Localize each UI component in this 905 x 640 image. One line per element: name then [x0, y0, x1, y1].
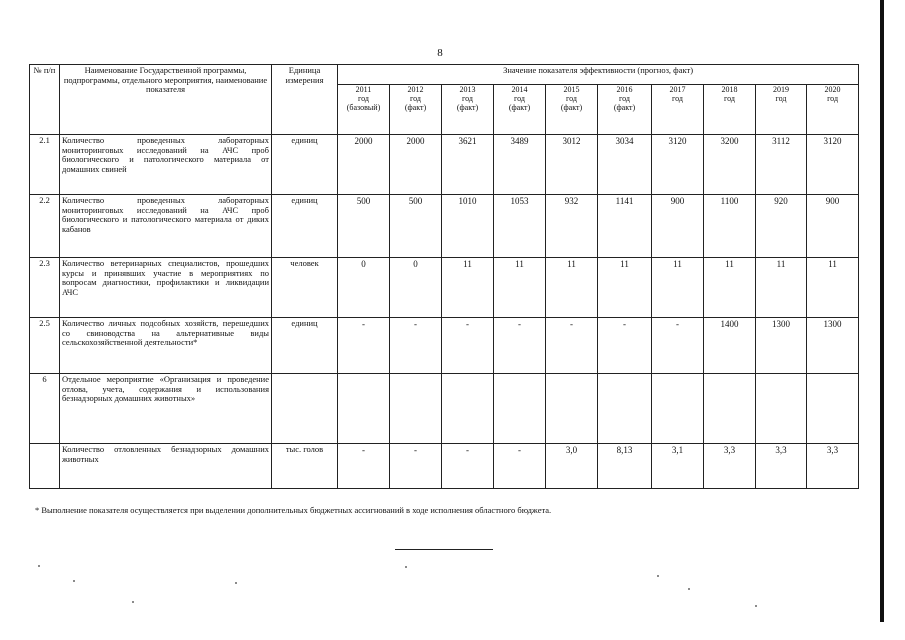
year-header-unit: год [619, 93, 630, 103]
value-cell [494, 374, 546, 444]
value-cell: 2000 [390, 135, 442, 195]
year-header-note: (факт) [560, 102, 583, 112]
scan-speck [38, 565, 40, 567]
value-cell: 3034 [598, 135, 652, 195]
year-header-note: (факт) [508, 102, 531, 112]
value-cell: - [338, 444, 390, 489]
row-number: 6 [30, 374, 60, 444]
value-cell [807, 374, 859, 444]
year-header [546, 85, 598, 135]
value-cell: 2000 [338, 135, 390, 195]
year-header [390, 85, 442, 135]
row-number [30, 444, 60, 489]
year-header-year: 2017 [669, 85, 686, 94]
value-cell: - [390, 318, 442, 374]
value-cell [338, 374, 390, 444]
year-header [494, 85, 546, 135]
year-header-year: 2012 [407, 85, 424, 94]
row-number: 2.2 [30, 195, 60, 258]
scan-speck [405, 566, 407, 568]
measure-unit: единиц [272, 318, 338, 374]
value-cell [652, 374, 704, 444]
footnote: * Выполнение показателя осуществляется при выделении дополнительных бюджетных ассигнований в ходе исполнения областного бюджета. [35, 505, 552, 515]
indicator-name: Количество личных подсобных хозяйств, перешедших со свиноводства на альтернативные виды сельскохозяйственной деятельности* [60, 318, 272, 374]
year-header-year: 2011 [355, 85, 372, 94]
table-row [30, 195, 859, 258]
value-cell: 3,3 [807, 444, 859, 489]
row-number: 2.3 [30, 258, 60, 318]
value-cell: 1053 [494, 195, 546, 258]
value-cell: 11 [807, 258, 859, 318]
measure-unit: единиц [272, 135, 338, 195]
year-header [704, 85, 756, 135]
value-cell: 3621 [442, 135, 494, 195]
value-cell: 1300 [756, 318, 807, 374]
value-cell [598, 374, 652, 444]
year-header [598, 85, 652, 135]
table-row [30, 135, 859, 195]
indicator-name: Отдельное мероприятие «Организация и проведение отлова, учета, содержания и использования безнадзорных домашних животных» [60, 374, 272, 444]
value-cell: - [338, 318, 390, 374]
value-cell: 3012 [546, 135, 598, 195]
value-cell: 1100 [704, 195, 756, 258]
year-header-unit: год [775, 93, 787, 103]
year-header [338, 85, 390, 135]
value-cell: - [494, 444, 546, 489]
value-cell: 3,0 [546, 444, 598, 489]
value-cell [546, 374, 598, 444]
signature-line [395, 549, 493, 550]
value-cell [756, 374, 807, 444]
value-cell: 900 [807, 195, 859, 258]
value-cell: 3120 [652, 135, 704, 195]
row-number: 2.5 [30, 318, 60, 374]
table-row [30, 258, 859, 318]
value-cell: 3200 [704, 135, 756, 195]
value-cell: - [598, 318, 652, 374]
value-cell: 11 [546, 258, 598, 318]
value-cell [442, 374, 494, 444]
year-header-note: (факт) [404, 102, 427, 112]
year-header [756, 85, 807, 135]
value-cell: 1141 [598, 195, 652, 258]
measure-unit: человек [272, 258, 338, 318]
year-header-year: 2019 [773, 85, 789, 94]
row-number: 2.1 [30, 135, 60, 195]
scan-speck [132, 601, 134, 603]
value-cell: 11 [494, 258, 546, 318]
value-cell: 8,13 [598, 444, 652, 489]
value-cell: 3112 [756, 135, 807, 195]
value-cell: 11 [704, 258, 756, 318]
value-cell: 3,1 [652, 444, 704, 489]
measure-unit: тыс. голов [272, 444, 338, 489]
year-header-unit: год [410, 93, 421, 103]
year-header [807, 85, 859, 135]
value-cell: 3,3 [756, 444, 807, 489]
value-cell: 500 [390, 195, 442, 258]
value-cell: - [390, 444, 442, 489]
value-cell: 932 [546, 195, 598, 258]
value-cell: 3489 [494, 135, 546, 195]
year-header [442, 85, 494, 135]
value-cell: 11 [598, 258, 652, 318]
indicator-name: Количество отловленных безнадзорных домашних животных [60, 444, 272, 489]
year-header-unit: год [827, 93, 839, 103]
year-header-year: 2013 [459, 85, 476, 94]
table-row [30, 318, 859, 374]
year-header-year: 2016 [616, 85, 633, 94]
header-unit: Единица измерения [272, 65, 338, 135]
year-header-unit: год [514, 93, 525, 103]
year-header-note: (факт) [456, 102, 479, 112]
value-cell: 500 [338, 195, 390, 258]
value-cell: - [494, 318, 546, 374]
value-cell [390, 374, 442, 444]
year-header-unit: год [462, 93, 473, 103]
value-cell: 920 [756, 195, 807, 258]
year-header-note: (факт) [613, 102, 636, 112]
value-cell: 0 [338, 258, 390, 318]
scan-speck [235, 582, 237, 584]
value-cell: - [442, 318, 494, 374]
value-cell: 1010 [442, 195, 494, 258]
value-cell: - [442, 444, 494, 489]
year-header-unit: год [724, 93, 735, 103]
year-header-year: 2020 [824, 85, 841, 94]
indicator-name: Количество ветеринарных специалистов, прошедших курсы и принявших участие в мероприятиях по вопросам диагностики, профилактики и ликвидации АЧС [60, 258, 272, 318]
indicator-name: Количество проведенных лабораторных мониторинговых исследований на АЧС проб биологического и патологического материала от домашних свиней [60, 135, 272, 195]
table-row [30, 444, 859, 489]
value-cell: - [546, 318, 598, 374]
header-values-group: Значение показателя эффективности (прогноз, факт) [338, 65, 859, 85]
value-cell: 3,3 [704, 444, 756, 489]
year-header-unit: год [672, 93, 683, 103]
year-header-year: 2015 [563, 85, 580, 94]
year-header-unit: год [358, 93, 369, 103]
header-name: Наименование Государственной программы, подпрограммы, отдельного мероприятия, наименование показателя [60, 65, 272, 135]
indicators-table [29, 64, 859, 489]
table-row [30, 374, 859, 444]
value-cell: - [652, 318, 704, 374]
value-cell: 11 [756, 258, 807, 318]
value-cell: 11 [652, 258, 704, 318]
value-cell: 1300 [807, 318, 859, 374]
value-cell: 11 [442, 258, 494, 318]
header-no: № п/п [30, 65, 60, 135]
value-cell: 1400 [704, 318, 756, 374]
year-header-year: 2018 [721, 85, 738, 94]
measure-unit [272, 374, 338, 444]
indicator-name: Количество проведенных лабораторных мониторинговых исследований на АЧС проб биологического и патологического материала от диких кабанов [60, 195, 272, 258]
scan-speck [73, 580, 75, 582]
year-header-note: (базовый) [346, 102, 381, 112]
value-cell [704, 374, 756, 444]
year-header [652, 85, 704, 135]
measure-unit: единиц [272, 195, 338, 258]
scan-speck [657, 575, 659, 577]
scan-speck [688, 588, 690, 590]
value-cell: 900 [652, 195, 704, 258]
value-cell: 3120 [807, 135, 859, 195]
year-header-year: 2014 [511, 85, 528, 94]
year-header-unit: год [566, 93, 577, 103]
page-number: 8 [437, 47, 443, 59]
value-cell: 0 [390, 258, 442, 318]
scan-edge-bar [880, 0, 884, 622]
scan-speck [755, 605, 757, 607]
